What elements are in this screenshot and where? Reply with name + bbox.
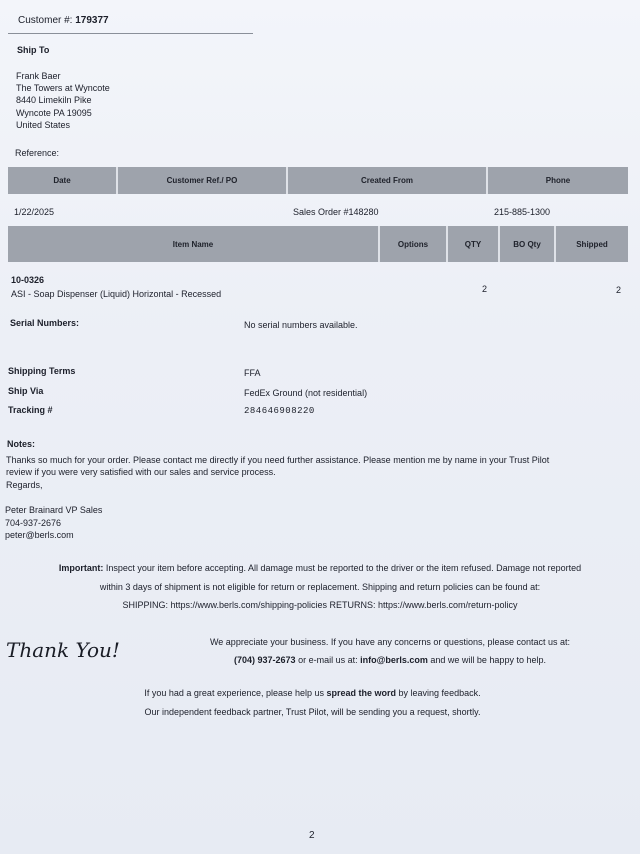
signature-name: Peter Brainard VP Sales [5, 505, 103, 515]
contact-email: info@berls.com [360, 655, 428, 665]
contact-tail-text: and we will be happy to help. [427, 655, 546, 665]
header-phone: Phone [545, 176, 571, 185]
feedback-line-1 [0, 688, 625, 698]
feedback-text: If you had a great experience, please help us [144, 688, 327, 698]
important-text: Inspect your item before accepting. All damage must be reported to the driver or the item refused. Damage not reported [105, 563, 582, 573]
notes-line: Regards, [6, 479, 43, 490]
ship-to-address [16, 70, 110, 131]
customer-number [18, 15, 109, 26]
header-created-from: Created From [288, 167, 488, 194]
serial-numbers-label: Serial Numbers: [10, 318, 80, 328]
ship-via-value: FedEx Ground (not residential) [244, 388, 368, 398]
divider [8, 33, 253, 34]
order-date: 1/22/2025 [14, 207, 55, 217]
customer-number-label: Customer #: [18, 15, 73, 26]
header-customer-ref: Customer Ref./ PO [118, 167, 288, 194]
header-bo-qty: BO Qty [500, 226, 556, 262]
ship-via-label: Ship Via [8, 386, 44, 396]
order-table-header [8, 167, 628, 194]
ship-to-heading: Ship To [17, 45, 50, 55]
customer-number-value: 179377 [75, 15, 109, 26]
item-name: ASI - Soap Dispenser (Liquid) Horizontal - Recessed [11, 289, 222, 299]
shipping-terms-label: Shipping Terms [8, 366, 76, 376]
important-line-1 [0, 563, 640, 573]
contact-mid-text: or e-mail us at: [295, 655, 361, 665]
signature-email: peter@berls.com [5, 530, 74, 541]
feedback-line-2: Our independent feedback partner, Trust Pilot, will be sending you a request, shortly. [144, 707, 481, 717]
tracking-number: 284646908220 [244, 406, 315, 416]
items-table-header [8, 226, 628, 262]
address-line: 8440 Limekiln Pike [16, 95, 92, 106]
important-line-2: within 3 days of shipment is not eligible for return or replacement. Shipping and return policies can be found at: [99, 582, 541, 592]
header-item-name: Item Name [8, 226, 380, 262]
thank-you-line-2 [140, 655, 640, 665]
serial-numbers-value: No serial numbers available. [244, 320, 358, 330]
important-label: Important: [58, 563, 104, 573]
address-line: The Towers at Wyncote [16, 83, 110, 94]
signature-block [5, 504, 102, 542]
address-line: Wyncote PA 19095 [16, 107, 92, 118]
thank-you-title: Thank You! [6, 638, 120, 662]
notes-line: review if you were very satisfied with our sales and service process. [6, 467, 276, 478]
page-number: 2 [309, 830, 315, 841]
notes-body [6, 454, 549, 491]
feedback-bold: spread the word [326, 688, 397, 698]
thank-you-line-1: We appreciate your business. If you have any concerns or questions, please contact us at: [209, 637, 571, 647]
notes-heading: Notes: [7, 439, 36, 449]
header-date: Date [8, 167, 118, 194]
item-shipped: 2 [616, 285, 622, 295]
tracking-label: Tracking # [8, 405, 53, 415]
reference-label: Reference: [15, 148, 60, 158]
header-shipped: Shipped [576, 239, 608, 249]
address-line: United States [16, 119, 71, 130]
address-line: Frank Baer [16, 71, 61, 81]
feedback-text-end: by leaving feedback. [396, 688, 481, 698]
shipping-terms-value: FFA [244, 368, 261, 378]
signature-phone: 704-937-2676 [5, 517, 62, 528]
order-phone: 215-885-1300 [494, 207, 551, 217]
item-sku: 10-0326 [11, 275, 45, 285]
order-created-from: Sales Order #148280 [293, 207, 379, 217]
header-options: Options [380, 226, 448, 262]
contact-phone: (704) 937-2673 [234, 655, 296, 665]
header-qty: QTY [448, 226, 500, 262]
policy-links: SHIPPING: https://www.berls.com/shipping-policies RETURNS: https://www.berls.com/return-policy [122, 600, 518, 610]
item-qty: 2 [482, 284, 488, 294]
notes-line: Thanks so much for your order. Please contact me directly if you need further assistance. Please mention me by name in your Trust Pilot [6, 455, 550, 465]
